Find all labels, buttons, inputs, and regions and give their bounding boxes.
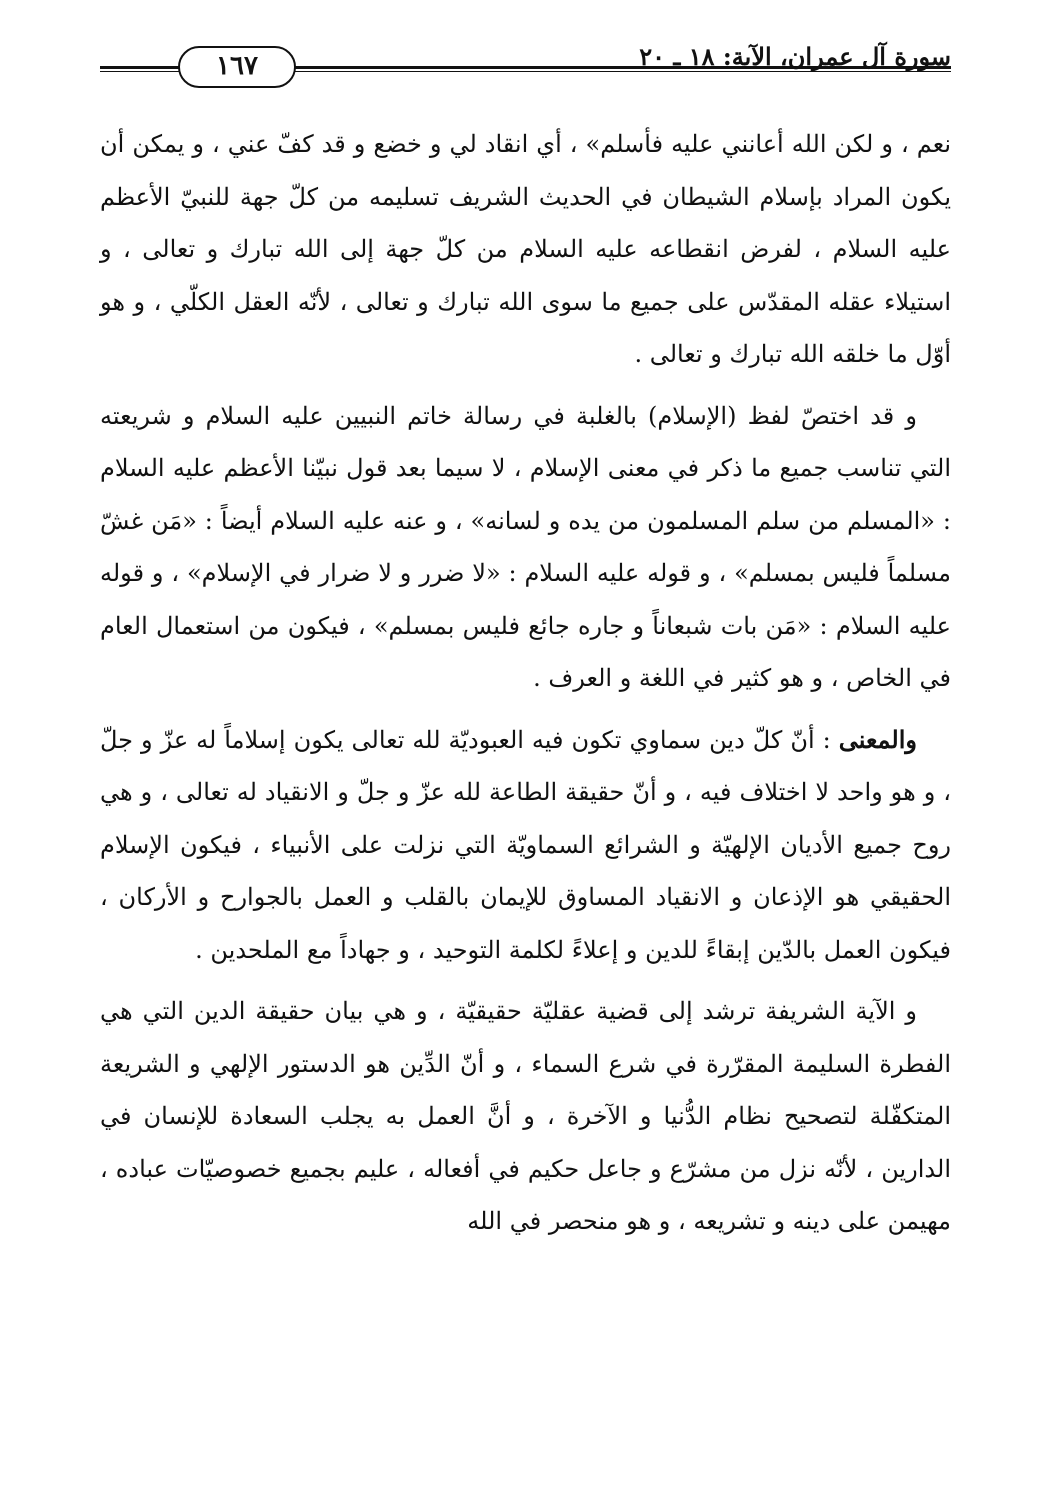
paragraph bbox=[100, 714, 951, 977]
paragraph bbox=[100, 985, 951, 1248]
body-text bbox=[100, 118, 951, 1248]
page-header bbox=[100, 38, 951, 88]
paragraph-text: نعم ، و لكن الله أعانني عليه فأسلم» ، أي انقاد لي و خضع و قد كفّ عني ، و يمكن أن يكون المراد بإسلام الشيطان في الحديث الشريف تسليمه من كلّ جهة للنبيّ الأعظم عليه السلام ، لفرض انقطاعه عليه السلام من كلّ جهة إلى الله تبارك و تعالى ، و استيلاء عقله المقدّس على جميع ما سوى الله تبارك و تعالى ، لأنّه العقل الكلّي ، و هو أوّل ما خلقه الله تبارك و تعالى . bbox=[100, 130, 952, 368]
running-title: سورة آل عمران، الآية: ١٨ ـ ٢٠ bbox=[639, 42, 951, 71]
paragraph bbox=[100, 390, 951, 705]
paragraph-text: و الآية الشريفة ترشد إلى قضية عقليّة حقيقيّة ، و هي بيان حقيقة الدين التي هي الفطرة السليمة المقرّرة في شرع السماء ، و أنّ الدِّين هو الدستور الإلهي و الشريعة المتكفّلة لتصحيح نظام الدُّنيا و الآخرة ، و أنَّ العمل به يجلب السعادة للإنسان في الدارين ، لأنّه نزل من مشرّع و جاعل حكيم في أفعاله ، عليم بجميع خصوصيّات عباده ، مهيمن على دينه و تشريعه ، و هو منحصر في الله bbox=[100, 997, 951, 1235]
paragraph-text: و قد اختصّ لفظ (الإسلام) بالغلبة في رسالة خاتم النبيين عليه السلام و شريعته التي تناسب جميع ما ذكر في معنى الإسلام ، لا سيما بعد قول نبيّنا الأعظم عليه السلام : «المسلم من سلم المسلمون من يده و لسانه» ، و عنه عليه السلام أيضاً : «مَن غشّ مسلماً فليس بمسلم» ، و قوله عليه السلام : «لا ضرر و لا ضرار في الإسلام» ، و قوله عليه السلام : «مَن بات شبعاناً و جاره جائع فليس بمسلم» ، فيكون من استعمال العام في الخاص ، و هو كثير في اللغة و العرف . bbox=[100, 401, 951, 692]
paragraph-lead-word: والمعنى bbox=[838, 724, 917, 754]
paragraph-text: : أنّ كلّ دين سماوي تكون فيه العبوديّة لله تعالى يكون إسلاماً له عزّ و جلّ ، و هو واحد لا اختلاف فيه ، و أنّ حقيقة الطاعة لله عزّ و جلّ و الانقياد له تعالى ، و هي روح جميع الأديان الإلهيّة و الشرائع السماويّة التي نزلت على الأنبياء ، فيكون الإسلام الحقيقي هو الإذعان و الانقياد المساوق للإيمان بالقلب و العمل بالجوارح و الأركان ، فيكون العمل بالدّين إبقاءً للدين و إعلاءً لكلمة التوحيد ، و جهاداً مع الملحدين . bbox=[100, 725, 952, 964]
page-number: ١٦٧ bbox=[178, 46, 296, 88]
paragraph bbox=[100, 118, 951, 381]
